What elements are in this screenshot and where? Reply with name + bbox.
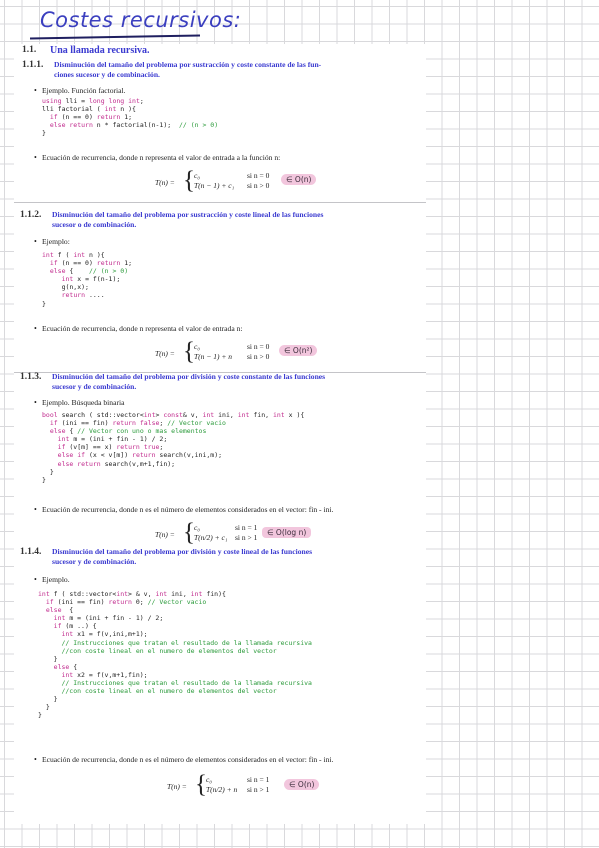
code-text: x = f(n-1); (73, 275, 121, 284)
recurrence-equation (155, 338, 345, 367)
subsection-heading (20, 547, 425, 571)
code-text: f ( (53, 251, 74, 259)
equation-brace: { (183, 519, 195, 546)
code-keyword: if (49, 419, 58, 428)
code-text: 0; (131, 598, 148, 607)
code-text (38, 630, 61, 638)
code-text: ini, (214, 411, 238, 419)
code-text (38, 622, 54, 630)
case-2-expression: T(n − 1) + c₁ (194, 181, 235, 190)
code-text: n ){ (85, 251, 105, 259)
code-keyword: if (49, 113, 58, 122)
code-text: } (42, 299, 46, 308)
code-keyword: int (42, 251, 54, 259)
subsection-title-line-2: sucesor y de combinación. (52, 557, 137, 566)
code-line (38, 590, 312, 598)
code-keyword: if (49, 259, 58, 268)
code-text (38, 598, 46, 606)
code-text: ; (159, 443, 164, 452)
code-line (38, 622, 312, 630)
code-text (42, 259, 50, 267)
section-divider (14, 202, 426, 203)
code-line (38, 663, 312, 671)
code-line (42, 476, 304, 484)
code-text (42, 443, 58, 451)
subsection-title-line-2: sucesor y de combinación. (52, 382, 137, 391)
equation-lhs: T(n) = (155, 178, 175, 187)
code-text: (n == 0) (57, 113, 97, 122)
code-text (42, 267, 50, 275)
code-text: (ini == fin) (57, 419, 113, 428)
code-line (38, 655, 312, 663)
code-text (38, 614, 54, 622)
code-line (42, 121, 218, 129)
code-line (42, 105, 218, 113)
code-text: x ){ (284, 411, 305, 419)
recurrence-equation (155, 167, 345, 196)
code-keyword: int (190, 590, 203, 598)
code-line (38, 614, 312, 622)
recurrence-description: • Ecuación de recurrencia, donde n representa el valor de entrada a la función n: (42, 153, 280, 163)
code-text: { (61, 606, 74, 615)
code-text: > (155, 411, 164, 419)
code-block-binary-search (42, 411, 304, 484)
code-line (38, 598, 312, 606)
case-1-condition: si n = 0 (247, 342, 270, 351)
code-text: (n == 0) (57, 259, 97, 268)
code-line (42, 275, 132, 283)
code-line (38, 687, 312, 695)
code-keyword: else (53, 662, 70, 671)
code-text (38, 647, 61, 655)
code-line (42, 300, 132, 308)
code-line (38, 639, 312, 647)
code-line (42, 468, 304, 476)
code-keyword: return true (116, 443, 160, 452)
code-text: lli = (61, 97, 89, 105)
code-line (42, 129, 218, 137)
code-text: ; (139, 97, 144, 105)
code-comment: // (n > 0) (88, 267, 129, 276)
case-1-condition: si n = 1 (247, 775, 270, 784)
code-keyword: int (155, 590, 168, 598)
code-text (38, 639, 61, 647)
equation-lhs: T(n) = (167, 782, 187, 791)
subsection-heading (20, 210, 425, 234)
equation-brace: { (183, 167, 195, 194)
code-text (38, 671, 61, 679)
code-keyword: return (96, 259, 121, 268)
code-text: x1 = f(v,ini,m+1); (73, 630, 148, 639)
code-keyword: int (61, 670, 74, 679)
code-keyword: else (49, 267, 66, 276)
example-label: • Ejemplo. (42, 575, 70, 585)
case-1-expression: c₀ (206, 775, 212, 784)
code-line (42, 411, 304, 419)
complexity-note: ∈ O(n) (281, 174, 316, 185)
equation-brace: { (195, 771, 207, 798)
code-keyword: const (163, 411, 183, 419)
code-text: } (38, 654, 58, 663)
subsection-number: 1.1.1. (22, 60, 44, 70)
code-text: .... (85, 291, 105, 300)
code-text: 1; (120, 259, 133, 268)
code-text: (ini == fin) (53, 598, 109, 607)
code-text (42, 419, 50, 427)
code-line (42, 451, 304, 459)
subsection-number: 1.1.4. (20, 547, 42, 557)
code-keyword: int (57, 435, 70, 444)
code-line (38, 711, 312, 719)
code-text: } (42, 129, 46, 138)
code-text (42, 451, 58, 459)
subsection-title-line-1: Disminución del tamaño del problema por sustracción y coste constante de las fun- (54, 60, 322, 69)
code-line (42, 419, 304, 427)
code-text: lli factorial ( (42, 105, 105, 114)
code-text: g(n,x); (42, 283, 89, 292)
code-keyword: if (57, 443, 66, 452)
code-comment: // Vector con uno o mas elementos (77, 427, 207, 436)
code-keyword: using (42, 97, 62, 105)
case-2-condition: si n > 1 (235, 533, 258, 542)
code-text: fin, (249, 411, 273, 419)
code-keyword: return (132, 451, 156, 460)
code-block-f-linear (42, 251, 132, 308)
code-text: search(v,ini,m); (155, 451, 223, 460)
code-text: } (42, 467, 54, 476)
code-text: } (42, 475, 46, 484)
code-text: search(v,m+1,fin); (100, 459, 176, 468)
code-keyword: int (73, 251, 86, 259)
subsection-heading (20, 372, 425, 396)
recurrence-equation (167, 771, 357, 800)
code-text: ini, (167, 590, 191, 598)
code-keyword: long long int (88, 97, 140, 105)
equation-lhs: T(n) = (155, 349, 175, 358)
complexity-note: ∈ O(n²) (279, 345, 317, 356)
code-text (42, 291, 62, 299)
code-keyword: int (104, 105, 117, 114)
code-text: > & v, (128, 590, 156, 598)
code-text (42, 435, 58, 443)
code-text: search ( std::vector< (57, 411, 144, 419)
code-line (38, 695, 312, 703)
code-text: } (38, 711, 42, 720)
code-text: ; (159, 419, 168, 428)
case-1-condition: si n = 1 (235, 523, 258, 532)
code-keyword: else (49, 427, 66, 436)
code-comment: //con coste lineal en el numero de elementos del vector (61, 646, 277, 655)
section-title: Una llamada recursiva. (50, 45, 150, 56)
code-comment: // Instrucciones que tratan el resultado de la llamada recursiva (61, 638, 312, 647)
code-text: { (65, 267, 89, 276)
code-comment: //con coste lineal en el numero de elementos del vector (61, 687, 277, 696)
case-2-expression: T(n/2) + c₁ (194, 533, 228, 542)
recurrence-description: • Ecuación de recurrencia, donde n representa el valor de entrada n: (42, 324, 243, 334)
complexity-note: ∈ O(n) (284, 779, 319, 790)
code-keyword: else return (49, 121, 93, 130)
code-text: (v[m] == x) (65, 443, 117, 452)
code-block-f-division (38, 590, 312, 720)
code-text: (m ..) { (61, 622, 97, 631)
code-comment: // Instrucciones que tratan el resultado de la llamada recursiva (61, 679, 312, 688)
code-text: fin){ (202, 590, 226, 598)
code-line (38, 679, 312, 687)
code-block-factorial (42, 97, 218, 137)
code-keyword: int (143, 411, 156, 419)
complexity-note: ∈ O(log n) (262, 527, 311, 538)
subsection-number: 1.1.2. (20, 210, 42, 220)
subsection-title-line-1: Disminución del tamaño del problema por división y coste lineal de las funciones (52, 547, 313, 556)
code-text: } (38, 703, 50, 712)
example-label: • Ejemplo: (42, 237, 70, 247)
code-keyword: else if (57, 451, 86, 460)
code-keyword: else return (57, 459, 101, 468)
code-line (38, 647, 312, 655)
subsection-title-line-1: Disminución del tamaño del problema por división y coste constante de las funciones (52, 372, 326, 381)
code-text: n * factorial(n-1); (92, 121, 179, 130)
code-line (42, 97, 218, 105)
code-keyword: if (45, 598, 54, 607)
code-text: f ( std::vector< (49, 590, 117, 598)
code-keyword: int (38, 590, 50, 598)
subsection-heading (22, 60, 422, 84)
case-2-expression: T(n/2) + n (206, 785, 238, 794)
title-underline (30, 35, 200, 40)
code-keyword: return (96, 113, 121, 122)
code-text (42, 460, 58, 468)
recurrence-description: • Ecuación de recurrencia, donde n es el número de elementos considerados en el vector: fin - ini. (42, 755, 333, 765)
code-keyword: int (53, 614, 66, 623)
equation-lhs: T(n) = (155, 530, 175, 539)
code-text (38, 687, 61, 695)
subsection-title-line-2: sucesor o de combinación. (52, 220, 137, 229)
code-line (42, 443, 304, 451)
code-text (38, 679, 61, 687)
case-2-condition: si n > 0 (247, 181, 270, 190)
code-keyword: int (272, 411, 285, 419)
equation-brace: { (183, 338, 195, 365)
case-2-expression: T(n − 1) + n (194, 352, 233, 361)
code-text: m = (ini + fin - 1) / 2; (65, 614, 164, 623)
code-keyword: int (61, 275, 74, 284)
code-keyword: return false (112, 419, 160, 428)
code-text: 1; (120, 113, 133, 122)
example-label: • Ejemplo. Función factorial. (42, 86, 126, 96)
code-line (38, 671, 312, 679)
code-keyword: if (53, 622, 62, 631)
code-line (42, 291, 132, 299)
code-keyword: int (61, 630, 74, 639)
section-heading (22, 45, 422, 57)
code-line (42, 259, 132, 267)
code-text (42, 121, 50, 129)
code-line (42, 113, 218, 121)
subsection-title-line-2: ciones sucesor y de combinación. (54, 70, 160, 79)
code-text: } (38, 695, 58, 704)
case-2-condition: si n > 1 (247, 785, 270, 794)
code-text: { (65, 427, 78, 436)
subsection-title-line-1: Disminución del tamaño del problema por sustracción y coste lineal de las funciones (52, 210, 324, 219)
code-text: n ){ (116, 105, 136, 114)
code-line (42, 267, 132, 275)
subsection-number: 1.1.3. (20, 372, 42, 382)
code-line (42, 427, 304, 435)
recurrence-description: • Ecuación de recurrencia, donde n es el número de elementos considerados en el vector: fin - ini. (42, 505, 333, 515)
code-text: { (69, 662, 78, 671)
case-1-condition: si n = 0 (247, 171, 270, 180)
code-comment: // (n > 0) (178, 121, 219, 130)
case-2-condition: si n > 0 (247, 352, 270, 361)
code-text: (x < v[m]) (85, 451, 133, 460)
code-line (42, 251, 132, 259)
code-keyword: else (45, 606, 62, 615)
code-line (42, 283, 132, 291)
page-title: Costes recursivos: (40, 8, 242, 32)
code-text: m = (ini + fin - 1) / 2; (69, 435, 168, 444)
case-1-expression: c₀ (194, 342, 200, 351)
code-text: & v, (182, 411, 203, 419)
recurrence-equation (155, 519, 345, 548)
code-comment: // Vector vacio (147, 598, 207, 607)
code-keyword: int (237, 411, 250, 419)
code-line (38, 630, 312, 638)
code-keyword: int (202, 411, 215, 419)
code-text (42, 275, 62, 283)
code-line (42, 460, 304, 468)
case-1-expression: c₀ (194, 171, 200, 180)
code-text (42, 427, 50, 435)
code-line (42, 435, 304, 443)
code-keyword: int (116, 590, 129, 598)
case-1-expression: c₀ (194, 523, 200, 532)
code-line (38, 606, 312, 614)
code-text (38, 663, 54, 671)
code-keyword: bool (42, 411, 58, 419)
code-keyword: return (108, 598, 132, 607)
section-number: 1.1. (22, 45, 37, 55)
code-text (38, 606, 46, 614)
example-label: • Ejemplo. Búsqueda binaria (42, 398, 124, 408)
code-text: x2 = f(v,m+1,fin); (73, 670, 148, 679)
code-keyword: return (61, 291, 86, 300)
code-comment: // Vector vacio (167, 419, 226, 428)
code-text (42, 113, 50, 121)
code-line (38, 703, 312, 711)
